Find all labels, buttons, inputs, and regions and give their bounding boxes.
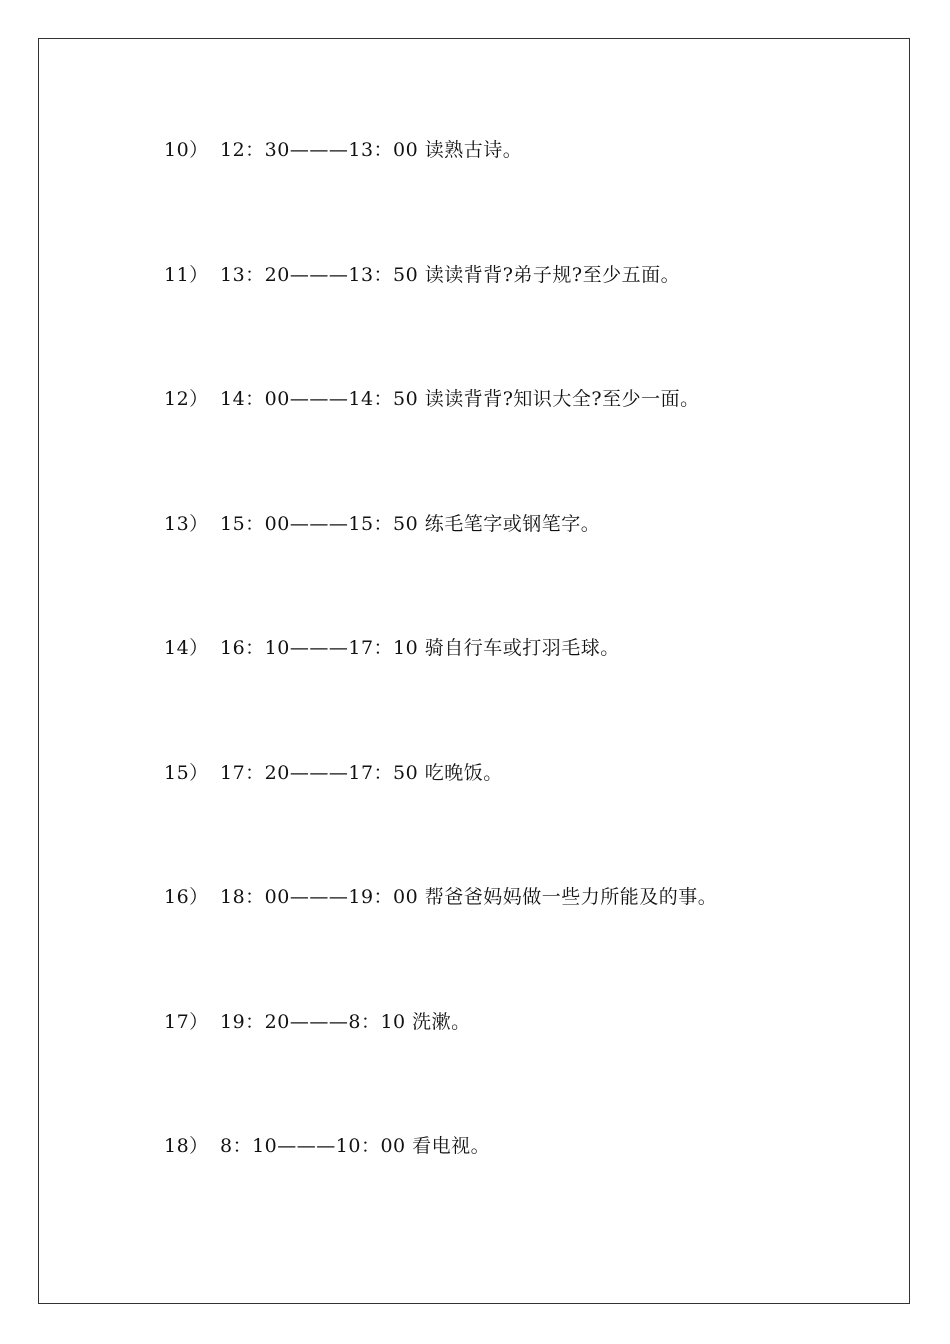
schedule-list [164, 132, 864, 1253]
item-number: 13） [164, 512, 209, 535]
list-item [164, 1004, 864, 1129]
item-number: 16） [164, 886, 209, 908]
list-item [164, 755, 864, 880]
item-number: 12） [164, 388, 209, 410]
item-number: 14） [164, 637, 209, 659]
list-item [164, 630, 864, 755]
item-text: 15：00———15：50 练毛笔字或钢笔字。 [220, 512, 601, 535]
list-item [164, 506, 864, 631]
item-text: 19：20———8：10 洗漱。 [220, 1010, 471, 1033]
item-text: 16：10———17：10 骑自行车或打羽毛球。 [220, 637, 620, 659]
item-text: 14：00———14：50 读读背背?知识大全?至少一面。 [220, 388, 700, 410]
item-text: 13：20———13：50 读读背背?弟子规?至少五面。 [220, 263, 681, 286]
list-item [164, 879, 864, 1004]
list-item [164, 381, 864, 506]
list-item [164, 132, 864, 257]
list-item [164, 257, 864, 382]
item-number: 10） [164, 139, 209, 161]
item-text: 8：10———10：00 看电视。 [220, 1135, 491, 1157]
item-number: 18） [164, 1135, 209, 1157]
item-text: 17：20———17：50 吃晚饭。 [220, 761, 503, 784]
item-number: 11） [164, 263, 209, 286]
item-number: 17） [164, 1010, 209, 1033]
item-text: 12：30———13：00 读熟古诗。 [220, 139, 523, 161]
item-text: 18：00———19：00 帮爸爸妈妈做一些力所能及的事。 [220, 886, 718, 908]
item-number: 15） [164, 761, 209, 784]
list-item [164, 1128, 864, 1253]
